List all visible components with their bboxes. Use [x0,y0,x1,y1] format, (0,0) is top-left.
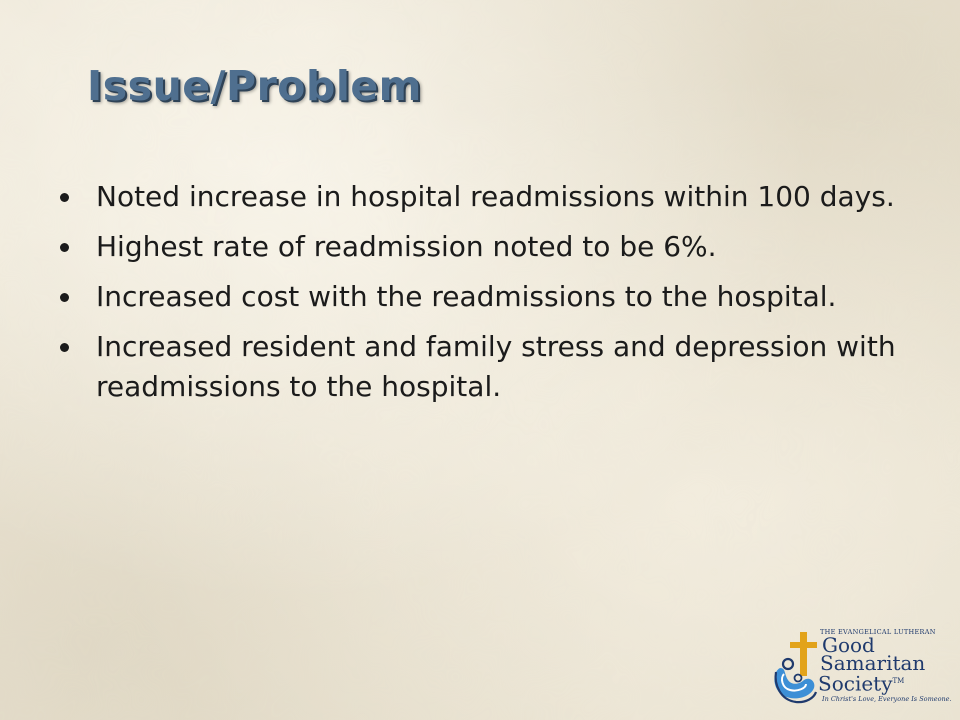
logo-top-line: THE EVANGELICAL LUTHERAN [820,628,936,636]
list-item [60,177,910,217]
list-item [60,327,910,407]
logo-line-samaritan: Samaritan [820,651,926,675]
list-item [60,277,910,317]
logo-society-text: Society [818,671,893,696]
logo-line-good: Good [822,633,875,657]
list-item [60,227,910,267]
bullet-dot-icon [60,193,69,202]
bullet-text: Increased cost with the readmissions to the hospital. [96,280,837,313]
bullet-text: Increased resident and family stress and depression with readmissions to the hospital. [96,330,896,403]
logo-wordmark [818,628,953,703]
logo-line-society [818,671,953,696]
bullet-dot-icon [60,293,69,302]
logo-tagline: In Christ's Love, Everyone Is Someone. [822,694,952,703]
logo-trademark: TM [892,677,905,685]
good-samaritan-logo [770,628,950,712]
bullet-text: Noted increase in hospital readmissions within 100 days. [96,180,895,213]
slide-title: Issue/Problem [87,62,422,110]
bullet-dot-icon [60,343,69,352]
bullet-list [60,177,910,417]
bullet-text: Highest rate of readmission noted to be 6%. [96,230,717,263]
bullet-dot-icon [60,243,69,252]
